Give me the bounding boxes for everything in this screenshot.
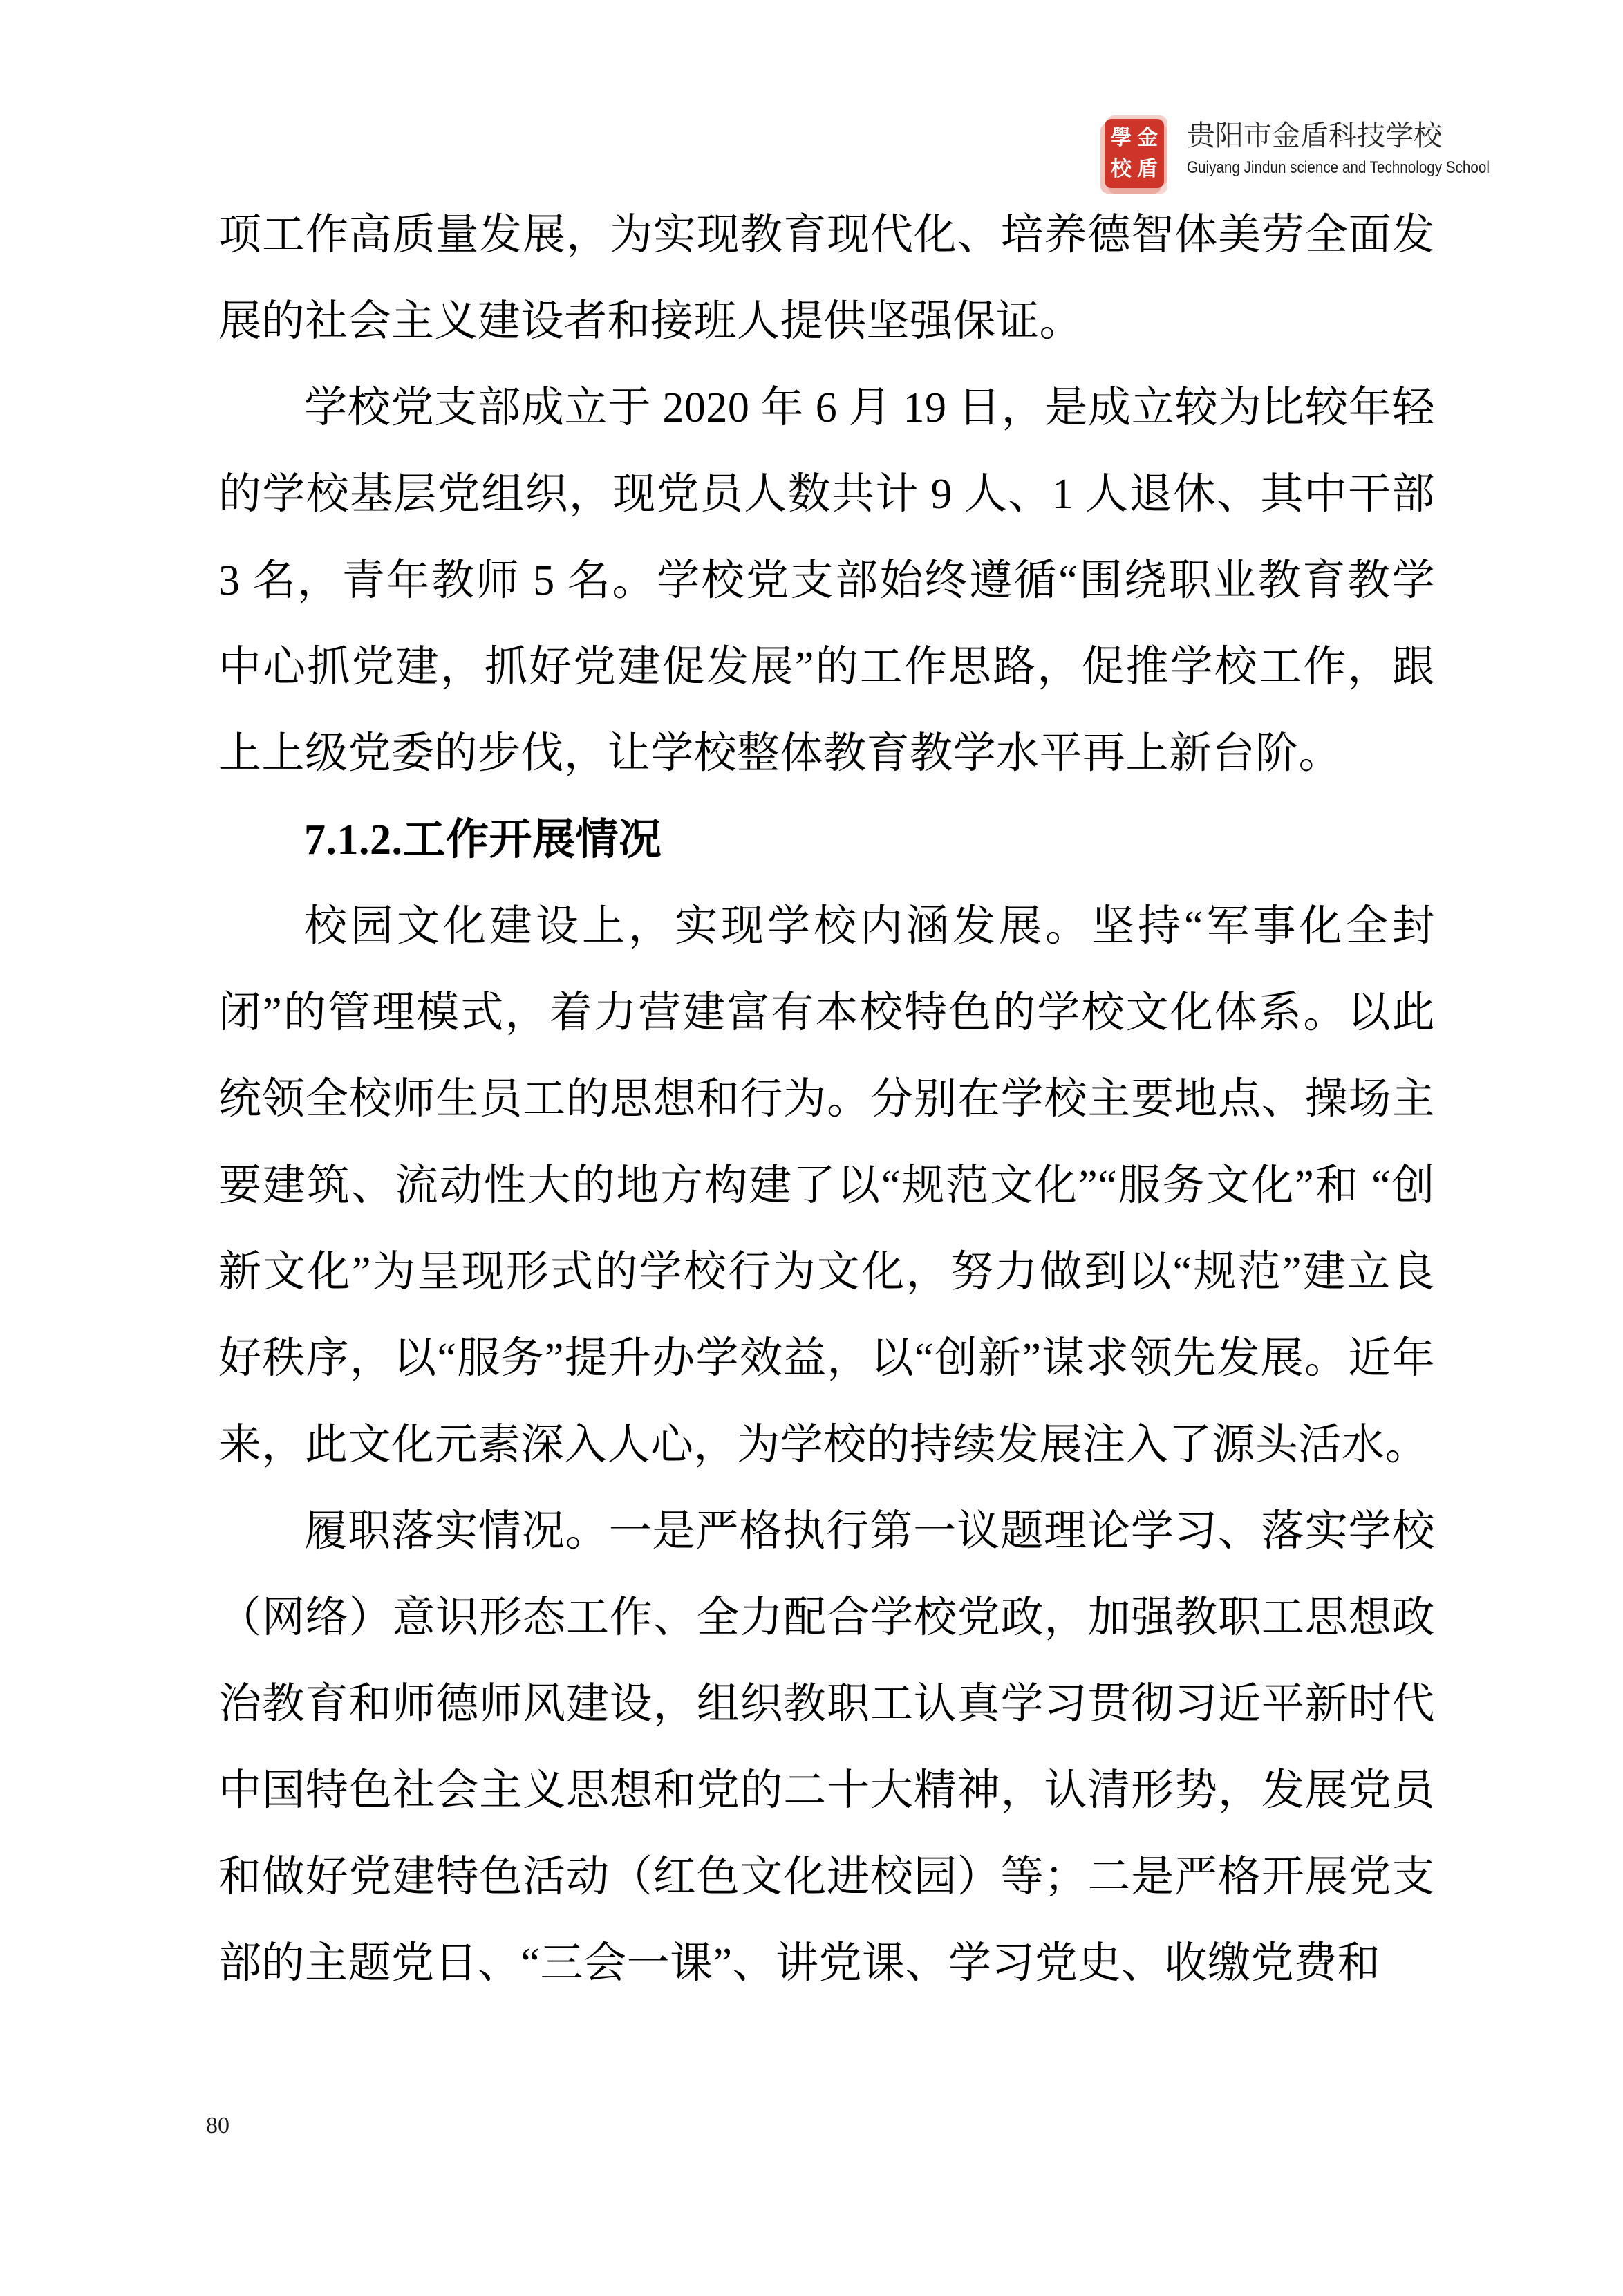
school-name-english: Guiyang Jindun science and Technology School [1187, 158, 1490, 177]
page-number: 80 [206, 2113, 229, 2138]
paragraph-campus-culture: 校园文化建设上，实现学校内涵发展。坚持“军事化全封闭”的管理模式，着力营建富有本校特色的学校文化体系。以此统领全校师生员工的思想和行为。分别在学校主要地点、操场主要建筑、流动性大的地方构建了以“规范文化”“服务文化”和 “创新文化”为呈现形式的学校行为文化，努力做到以“规范”建立良好秩序，以“服务”提升办学效益，以“创新”谋求领先发展。近年来，此文化元素深入人心，为学校的持续发展注入了源头活水。 [218, 903, 1435, 1468]
document-body [218, 192, 1435, 2007]
paragraph-duty-implementation: 履职落实情况。一是严格执行第一议题理论学习、落实学校（网络）意识形态工作、全力配合学校党政，加强教职工思想政治教育和师德师风建设，组织教职工认真学习贯彻习近平新时代中国特色社会主义思想和党的二十大精神，认清形势，发展党员和做好党建特色活动（红色文化进校园）等；二是严格开展党支部的主题党日、“三会一课”、讲党课、学习党史、收缴党费和 [218, 1508, 1435, 1987]
paragraph-continuation: 项工作高质量发展，为实现教育现代化、培养德智体美劳全面发展的社会主义建设者和接班人提供坚强保证。 [218, 212, 1435, 345]
seal-char: 校 [1111, 157, 1132, 180]
seal-char: 盾 [1137, 157, 1158, 180]
school-name-chinese: 贵阳市金盾科技学校 [1187, 120, 1442, 151]
school-seal-icon [1105, 119, 1164, 188]
seal-char: 學 [1111, 126, 1132, 149]
paragraph-party-branch: 学校党支部成立于 2020 年 6 月 19 日，是成立较为比较年轻的学校基层党组织，现党员人数共计 9 人、1 人退休、其中干部 3 名，青年教师 5 名。学校党支部始终遵循“围绕职业教育教学中心抓党建，抓好党建促发展”的工作思路，促推学校工作，跟上上级党委的步伐，让学校整体教育教学水平再上新台阶。 [218, 384, 1435, 777]
section-heading-7-1-2: 7.1.2.工作开展情况 [304, 816, 662, 864]
seal-char: 金 [1137, 126, 1158, 149]
